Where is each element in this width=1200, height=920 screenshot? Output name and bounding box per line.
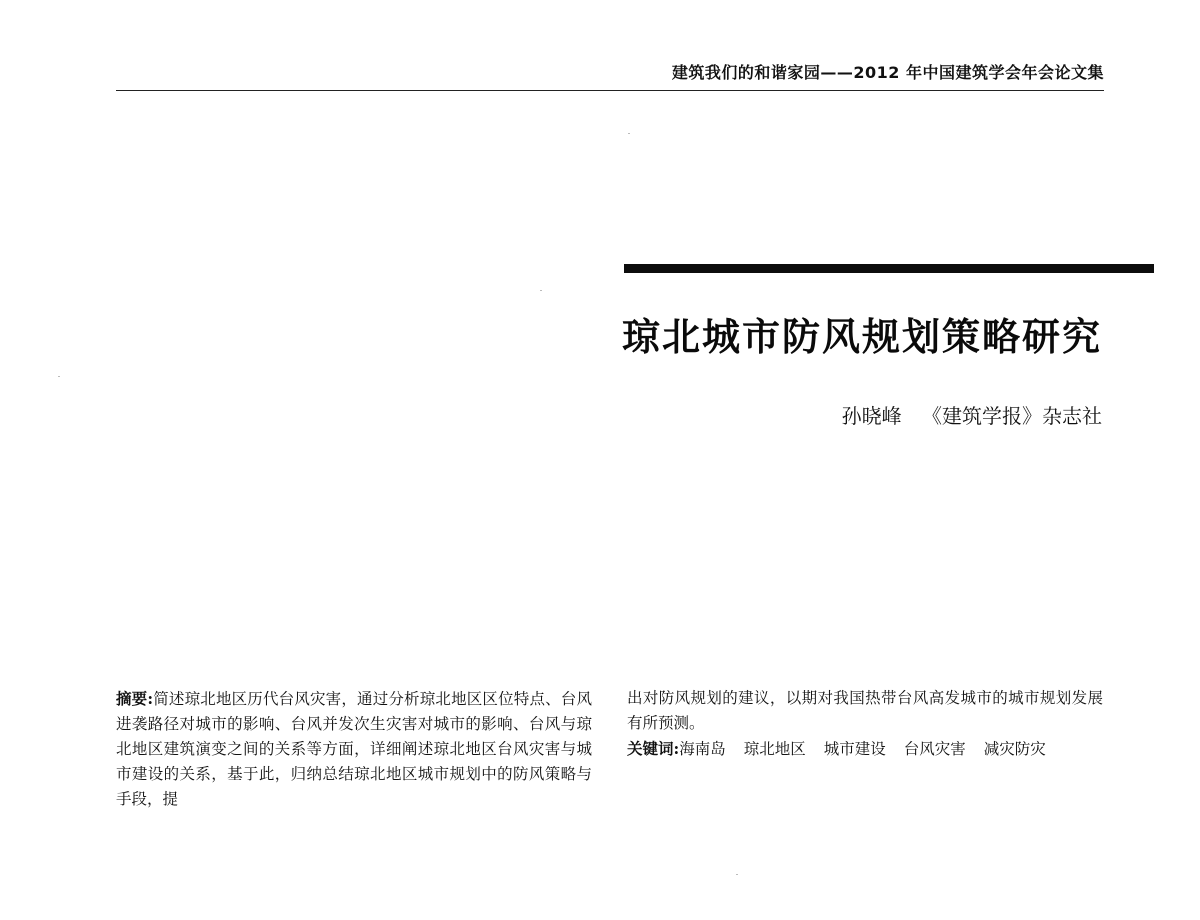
keywords-label: 关键词: <box>627 739 680 758</box>
abstract-paragraph <box>116 686 592 812</box>
scan-speck <box>628 133 630 134</box>
byline <box>842 400 1102 429</box>
abstract-column-right <box>627 686 1103 762</box>
abstract-continuation: 出对防风规划的建议，以期对我国热带台风高发城市的城市规划发展有所预测。 <box>627 689 1103 732</box>
abstract-text-part1: 简述琼北地区历代台风灾害，通过分析琼北地区区位特点、台风进袭路径对城市的影响、台风并发次生灾害对城市的影响、台风与琼北地区建筑演变之间的关系等方面，详细阐述琼北地区台风灾害与城市建设的关系，基于此，归纳总结琼北地区城市规划中的防风策略与手段，提 <box>116 690 592 808</box>
keyword: 琼北地区 <box>743 740 806 758</box>
keyword: 减灾防灾 <box>983 740 1046 758</box>
paper-title: 琼北城市防风规划策略研究 <box>621 315 1102 359</box>
scan-speck <box>58 376 60 377</box>
title-bar <box>624 264 1154 273</box>
author-affiliation: 《建筑学报》杂志社 <box>922 404 1102 428</box>
author-name: 孙晓峰 <box>841 404 902 428</box>
abstract-column-left <box>116 686 592 812</box>
running-header: 建筑我们的和谐家园——2012 年中国建筑学会年会论文集 <box>671 63 1104 82</box>
keyword: 城市建设 <box>823 740 886 758</box>
abstract-label: 摘要: <box>116 689 154 708</box>
keywords-line <box>627 736 1103 762</box>
keyword: 海南岛 <box>679 740 726 758</box>
keyword: 台风灾害 <box>903 740 966 758</box>
scan-speck <box>540 290 542 291</box>
scan-speck <box>736 874 738 875</box>
header-rule <box>116 90 1104 91</box>
